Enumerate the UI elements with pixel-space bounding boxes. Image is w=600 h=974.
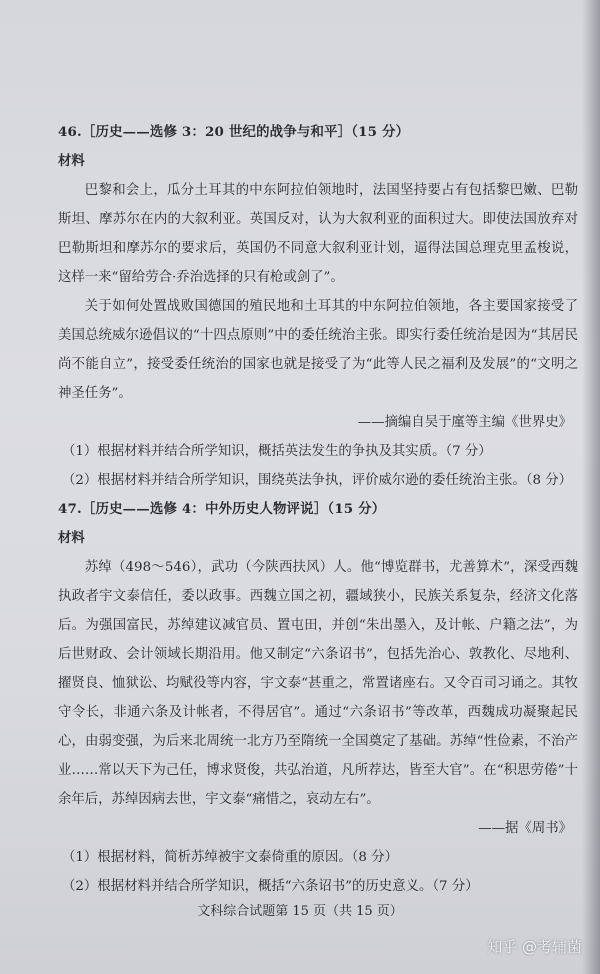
- q47-paragraph-1: 苏绰（498～546），武功（今陕西扶风）人。他“博览群书，尤善算术”，深受西魏执政者宇文泰信任，委以政事。西魏立国之初，疆域狭小，民族关系复杂，经济文化落后。为强国富民，苏绰建议减官员、置屯田，并创“朱出墨入，及计帐、户籍之法”，为后世财政、会计领域长期沿用。他又制定“六条诏书”，包括先治心、敦教化、尽地利、擢贤良、恤狱讼、均赋役等内容，宇文泰“甚重之，常置诸座右。又令百司习诵之。其牧守令长，非通六条及计帐者，不得居官”。通过“六条诏书”等改革，西魏成功凝聚起民心，由弱变强，为后来北周统一北方乃至隋统一全国奠定了基础。苏绰“性俭素，不治产业……常以天下为己任，博求贤俊，共弘治道，凡所荐达，皆至大官”。在“积思劳倦”十余年后，苏绰因病去世，宇文泰“痛惜之，哀动左右”。: [58, 560, 578, 807]
- page-footer: 文科综合试题第 15 页（共 15 页）: [197, 904, 403, 919]
- q47-subquestion-2: （2）根据材料并结合所学知识，概括“六条诏书”的历史意义。（7 分）: [62, 879, 479, 894]
- page-edge-shadow: [582, 0, 600, 974]
- zhihu-watermark: 知乎 @考辅菌: [487, 938, 582, 956]
- q46-source: ——摘编自吴于廑等主编《世界史》: [357, 415, 572, 430]
- q47-heading: 47.［历史——选修 4：中外历史人物评说］（15 分）: [58, 501, 386, 517]
- q46-subquestion-2: （2）根据材料并结合所学知识，围绕英法争执，评价威尔逊的委任统治主张。（8 分）: [62, 473, 573, 488]
- page-content: [58, 118, 578, 901]
- q46-subquestion-1: （1）根据材料并结合所学知识，概括英法发生的争执及其实质。（7 分）: [62, 444, 492, 459]
- q47-subquestion-1: （1）根据材料，简析苏绰被宇文泰倚重的原因。（8 分）: [62, 850, 398, 865]
- q47-material-label: 材料: [58, 530, 85, 546]
- q47-source: ——据《周书》: [478, 821, 572, 836]
- q46-paragraph-2: 关于如何处置战败国德国的殖民地和土耳其的中东阿拉伯领地，各主要国家接受了美国总统威尔逊倡议的“十四点原则”中的委任统治主张。即实行委任统治是因为“其居民尚不能自立”，接受委任统治的国家也就是接受了为“此等人民之福利及发展”的“文明之神圣任务”。: [58, 299, 578, 401]
- q46-heading: 46.［历史——选修 3：20 世纪的战争与和平］（15 分）: [58, 124, 410, 140]
- q46-material-label: 材料: [58, 153, 85, 169]
- q46-paragraph-1: 巴黎和会上，瓜分土耳其的中东阿拉伯领地时，法国坚持要占有包括黎巴嫩、巴勒斯坦、摩苏尔在内的大叙利亚。英国反对，认为大叙利亚的面积过大。即使法国放弃对巴勒斯坦和摩苏尔的要求后，英国仍不同意大叙利亚计划，逼得法国总理克里孟梭说，这样一来“留给劳合·乔治选择的只有枪或剑了”。: [58, 183, 578, 285]
